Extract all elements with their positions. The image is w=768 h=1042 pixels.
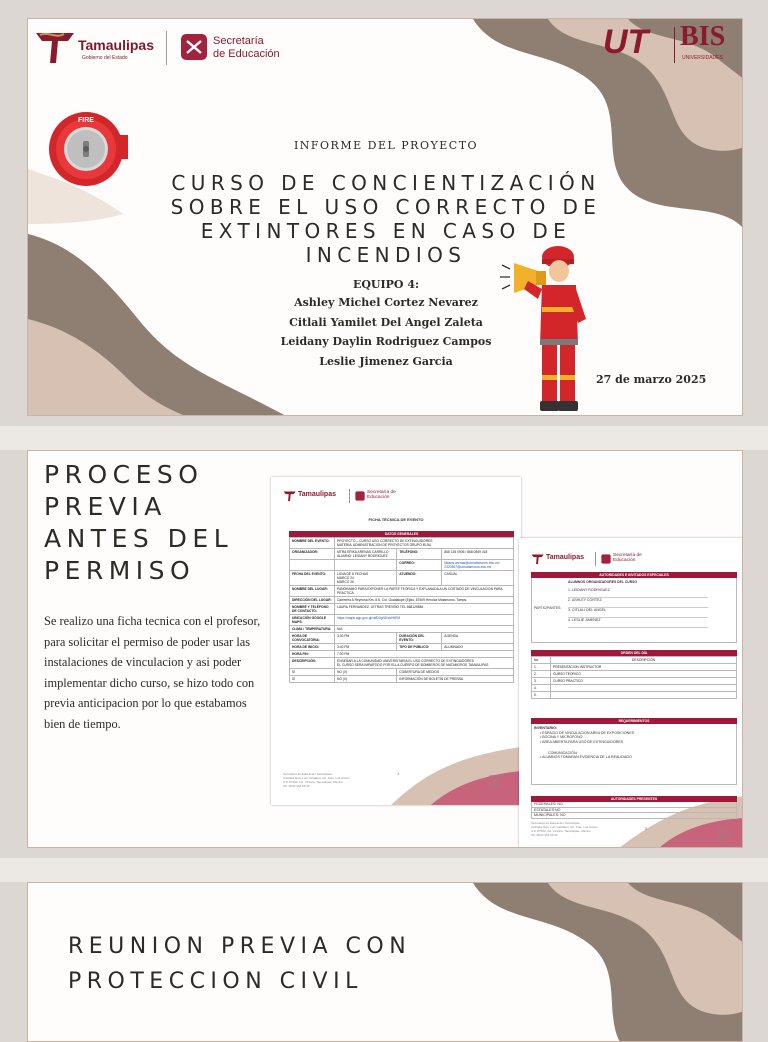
doc2-logo-divider xyxy=(595,552,596,566)
form-row xyxy=(290,651,514,658)
secretaria-line1: Secretaría xyxy=(213,35,264,47)
form-value: ALUMNADO xyxy=(442,644,514,651)
form-value: PROYECTO – CURSO USO CORRECTO DE EXTINGUIDORES MATERIA: ADMINISTRACION DE PROYECTOS GRUPO IB-5U xyxy=(335,538,514,549)
slide-civil-protection xyxy=(27,882,743,1042)
form-row xyxy=(290,615,514,626)
form-label: UBICACIÓN GOOGLE MAPS: xyxy=(290,615,335,626)
organizer-name: ASHLEY CORTEZ xyxy=(571,598,602,602)
form-row xyxy=(290,658,514,669)
form-row xyxy=(290,597,514,604)
form-value: Carretera A Reynosa Km. 8.5, Col. Guadalupe (Ejido, 87509 Heroica Matamoros, Tamps. xyxy=(335,597,514,604)
title-line-1: CURSO DE CONCIENTIZACIÓN xyxy=(171,171,601,195)
fire-alarm-label: FIRE xyxy=(78,117,94,124)
tamaulipas-logo xyxy=(34,29,154,67)
req-comm-item: • ALUMNOS TOMARAN EVIDENCIA DE LA REALIDADO xyxy=(540,755,632,760)
doc1-footer: Secretaría de Educación Tamaulipas Calzada Gral. Luis Caballero s/n, Frac. Las Flores C.P. 87030, Cd. Victoria, Tamaulipas, México Tel. (834) 318 66 00 xyxy=(283,772,350,788)
form-row xyxy=(290,604,514,615)
ficha-tecnica-page-2 xyxy=(519,538,743,848)
firefighter-illustration xyxy=(498,241,608,416)
doc2-logo-sec: Secretaría de Educación xyxy=(613,553,642,563)
ut-logo xyxy=(601,23,679,67)
req-item: • AREA ABIERTA PARA USO DE EXTINGUIDORES xyxy=(540,740,624,745)
form-label: NOMBRE DEL LUGAR: xyxy=(290,586,335,597)
present-item: ESTATALES:NO xyxy=(531,808,737,814)
doc2-footer: Secretaría de Educación Tamaulipas Calzada Gral. Luis Caballero s/n, Frac. Las Flores C.P. 87030, Cd. Victoria, Tamaulipas, México Tel. (834) 318 66 00 xyxy=(531,821,598,837)
doc2-authorities-bar: AUTORIDADES E INVITADOS ESPECIALES xyxy=(531,572,737,578)
form-label: CLIMA / TEMPERATURA: xyxy=(290,626,335,633)
form-value: https://maps.app.goo.gl/vkfD2gNDwWHEM xyxy=(335,615,514,626)
process-paragraph: Se realizo una ficha tecnica con el profesor, para solicitar el permiso de poder usar las instalaciones de vinculacion y asi poder implementar dicho curso, se hizo todo con previa anticipacion por lo que estabamos bien de tiempo. xyxy=(44,614,261,731)
doc2-secretaria-icon xyxy=(601,554,611,564)
doc2-organizers-title: ALUMNOS ORGANIZADORES DEL CURSO xyxy=(568,580,638,584)
form-value: COBERTURA DE MEDIOS xyxy=(397,669,514,676)
form-value: SÍ xyxy=(290,676,335,683)
doc1-logos xyxy=(283,487,423,507)
doc2-authorities xyxy=(531,572,737,643)
form-value: 7:00 PM xyxy=(335,651,514,658)
req-item-text: AREA ABIERTA PARA USO DE EXTINGUIDORES xyxy=(542,740,624,745)
form-row xyxy=(290,549,514,560)
organizer-item: 2. ASHLEY CORTEZ xyxy=(568,598,708,608)
heading-line-2: PREVIA xyxy=(44,492,167,521)
bis-logo-sub: UNIVERSIDADES xyxy=(682,55,723,61)
form-value: LUNA DE 8 FECHAS MARCO 24 MARCO 26 xyxy=(335,571,397,586)
order-desc: CURSO TEORICO xyxy=(551,671,737,678)
doc1-title: FICHA TÉCNICA DE EVENTO xyxy=(368,517,424,522)
form-row xyxy=(290,644,514,651)
doc2-logo-text: Tamaulipas xyxy=(546,554,584,561)
heading-line-4: PERMISO xyxy=(44,556,196,585)
project-kicker: INFORME DEL PROYECTO xyxy=(293,139,479,152)
form-value xyxy=(335,560,397,571)
doc2-present-bar: AUTORIDADES PRESENTES xyxy=(531,796,737,802)
form-label: DIRECCIÓN DEL LUGAR: xyxy=(290,597,335,604)
organizer-item: 4. LESLIE JIMENEZ xyxy=(568,618,708,628)
order-no: 4. xyxy=(532,685,551,692)
title-line-2: SOBRE EL USO CORRECTO DE xyxy=(170,195,602,219)
form-label: DURACIÓN DEL EVENTO: xyxy=(397,633,442,644)
form-value: NO (X) xyxy=(335,669,397,676)
doc1-logo-sec: Secretaría de Educación xyxy=(367,490,396,500)
logo-divider xyxy=(166,31,167,65)
form-value: PANORAMIO PARA EXPONER LA PARTE TEORICA Y EXPLANADA A UN COSTADO DE VINCULACION PARA PRACTICA xyxy=(335,586,514,597)
organizer-name: CITLALI DEL ANGEL xyxy=(572,608,607,612)
doc2-order-bar: ORDEN DEL DÍA xyxy=(531,650,737,656)
doc2-requirements-bar: REQUERIMIENTOS xyxy=(531,718,737,724)
order-head-no: No. xyxy=(532,657,551,664)
doc2-participants-label: PARTICIPANTES: xyxy=(534,606,562,610)
ut-logo-text: UT xyxy=(603,23,649,61)
order-desc: PRESENTACION INSTRUCTOR xyxy=(551,664,737,671)
form-row xyxy=(290,586,514,597)
form-label: TIPO DE PÚBLICO: xyxy=(397,644,442,651)
form-label: NOMBRE DEL EVENTO: xyxy=(290,538,335,549)
form-value: 3:40 PM xyxy=(335,644,397,651)
doc1-logo-text: Tamaulipas xyxy=(298,491,336,498)
doc1-table xyxy=(289,537,514,683)
form-value: MTRA ERIKA ARENAS CARRILLO ALUMNO: LEIDANY RODRIGUEZ xyxy=(335,549,397,560)
form-value: INFORMACIÓN DE BOLETÍN DE PRENSA xyxy=(397,676,514,683)
team-member: Ashley Michel Cortez Nevarez xyxy=(294,296,478,309)
doc2-tamaulipas-icon xyxy=(531,552,545,566)
order-desc xyxy=(551,692,737,699)
form-row xyxy=(290,560,514,571)
form-value: AGENDA xyxy=(442,633,514,644)
heading-line-2: PROTECCION CIVIL xyxy=(68,969,363,994)
doc2-requirements xyxy=(531,718,737,785)
secretaria-line2: de Educación xyxy=(213,48,280,60)
tamaulipas-logo-sub: Gobierno del Estado xyxy=(82,55,128,61)
order-no: 5. xyxy=(532,692,551,699)
form-label: FECHA DEL EVENTO: xyxy=(290,571,335,586)
doc1-section-bar: DATOS GENERALES xyxy=(289,531,514,537)
form-row xyxy=(290,676,514,683)
order-no: 2. xyxy=(532,671,551,678)
organizer-item: 1. LEIDANY RODRIGUEZ xyxy=(568,588,708,598)
heading-line-1: PROCESO xyxy=(44,460,204,489)
team-member: Citlali Yamilet Del Angel Zaleta xyxy=(289,315,483,329)
doc1-page-number: 1 xyxy=(397,771,400,776)
team-label: EQUIPO 4: xyxy=(352,278,420,291)
form-value: 3:30 PM xyxy=(335,633,397,644)
slide-gap xyxy=(0,426,768,450)
req-item-text: BOCINA Y MICROFONO xyxy=(542,735,583,740)
doc2-logos xyxy=(531,550,661,570)
project-date: 27 de marzo 2025 xyxy=(596,373,707,386)
secretaria-logo xyxy=(180,33,290,63)
form-value: CASUAL xyxy=(442,571,514,586)
req-comm-label: COMUNICACIÓN: xyxy=(548,750,578,755)
req-item: • BOCINA Y MICROFONO xyxy=(540,735,583,740)
doc1-seal xyxy=(489,775,501,789)
form-label: NOMBRE Y TELÉFONO DE CONTACTO: xyxy=(290,604,335,615)
form-label: CORREO: xyxy=(397,560,442,571)
doc1-logo-divider xyxy=(349,489,350,503)
form-label: HORA DE CONVOCATORIA: xyxy=(290,633,335,644)
form-value: N/A xyxy=(335,626,514,633)
form-row xyxy=(290,538,514,549)
order-no: 3. xyxy=(532,678,551,685)
slide-cover xyxy=(27,18,743,416)
doc2-seal xyxy=(717,828,729,842)
bis-logo xyxy=(678,21,743,69)
logo-divider-2 xyxy=(674,27,675,63)
doc1-table-wrap xyxy=(289,531,514,683)
doc2-order xyxy=(531,650,737,699)
form-value: 868 135 0906 / 868 0849 418 xyxy=(442,549,514,560)
secretaria-emblem-icon xyxy=(180,33,208,61)
req-inventory-label: INVENTARIO: xyxy=(534,726,558,730)
process-heading xyxy=(44,459,233,587)
form-label: HORA FIN: xyxy=(290,651,335,658)
req-item-text: ESPACIO DE VINCULACION AREA DE EXPOSICIONES xyxy=(542,730,635,735)
doc1-tamaulipas-icon xyxy=(283,489,297,503)
tamaulipas-logo-text: Tamaulipas xyxy=(78,37,154,53)
form-value: LAURA FERNANDEZ, LETRAS TREVIÑO TEL 868129884 xyxy=(335,604,514,615)
order-desc: CURSO PRACTICO xyxy=(551,678,737,685)
team-member: Leslie Jimenez Garcia xyxy=(319,354,453,368)
form-row xyxy=(290,571,514,586)
doc2-order-table xyxy=(531,656,737,699)
organizer-name: LESLIE JIMENEZ xyxy=(572,618,601,622)
tamaulipas-emblem-icon xyxy=(34,29,78,65)
doc-footer-wave xyxy=(271,737,521,805)
form-value: ENSEÑAR A LA COMUNIDAD UNIVERSITARIA EL USO CORRECTO DE EXTINGUIDORES EL CURSO SERA IMPARTIDO POR ELLA CUERPO DE BOMBEROS DE MATAMOROS TAMAULIPAS xyxy=(335,658,514,669)
doc1-secretaria-icon xyxy=(355,491,365,501)
order-no: 1. xyxy=(532,664,551,671)
bis-logo-text: BIS xyxy=(680,21,726,52)
form-label xyxy=(290,560,335,571)
form-label: ORGANIZADOR: xyxy=(290,549,335,560)
form-label: HORA DE INICIO: xyxy=(290,644,335,651)
doc2-organizers-list xyxy=(568,588,708,628)
form-label: TELÉFONO: xyxy=(397,549,442,560)
heading-line-1: REUNION PREVIA CON xyxy=(68,934,412,959)
order-head-desc: DESCRIPCIÓN xyxy=(551,657,737,664)
slide-gap xyxy=(0,858,768,882)
slide-process xyxy=(27,450,743,848)
form-row xyxy=(290,669,514,676)
req-comm-text: ALUMNOS TOMARAN EVIDENCIA DE LA REALIDADO xyxy=(542,755,632,760)
heading-line-3: ANTES DEL xyxy=(44,524,234,553)
title-line-3: EXTINTORES EN CASO DE xyxy=(200,219,572,243)
doc2-page-number: 2 xyxy=(645,826,648,831)
form-value: lildavis.arenas@utmatamoros.edu.mx 2320567@utmatamoros.edu.mx xyxy=(442,560,514,571)
firefighter-megaphone-icon xyxy=(498,241,608,416)
form-label: DESCRIPCIÓN: xyxy=(290,658,335,669)
req-item: • ESPACIO DE VINCULACION AREA DE EXPOSICIONES xyxy=(540,730,635,735)
team-member: Leidany Daylin Rodriguez Campos xyxy=(280,335,492,348)
order-desc xyxy=(551,685,737,692)
organizer-name: LEIDANY RODRIGUEZ xyxy=(572,588,610,592)
present-item: MUNICIPALES: NO xyxy=(531,813,737,819)
form-value: NO (X) xyxy=(335,676,397,683)
form-value: SÍ xyxy=(290,669,335,676)
ficha-tecnica-page-1 xyxy=(271,477,521,805)
civil-protection-heading xyxy=(68,929,411,999)
title-line-4: INCENDIOS xyxy=(305,243,467,267)
form-row xyxy=(290,626,514,633)
organizer-item: 3. CITLALI DEL ANGEL xyxy=(568,608,708,618)
present-item: FEDERALES: NO xyxy=(531,802,737,808)
doc2-present xyxy=(531,796,737,819)
form-label: ATUENDO: xyxy=(397,571,442,586)
form-row xyxy=(290,633,514,644)
